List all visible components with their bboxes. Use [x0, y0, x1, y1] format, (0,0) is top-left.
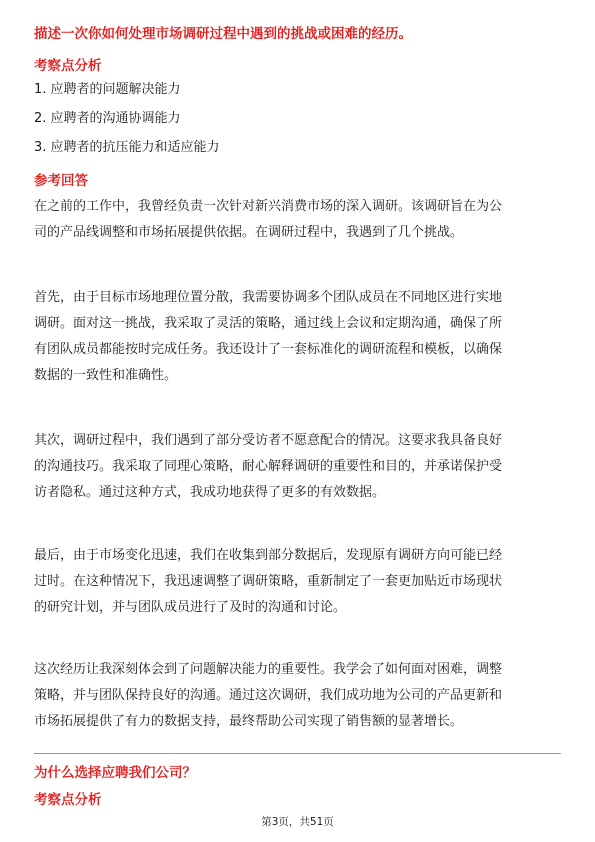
answer-paragraph-1 — [34, 194, 564, 246]
question-title: 描述一次你如何处理市场调研过程中遇到的挑战或困难的经历。 — [34, 26, 412, 42]
paragraph-line: 市场拓展提供了有力的数据支持，最终帮助公司实现了销售额的显著增长。 — [34, 714, 464, 729]
paragraph-line: 这次经历让我深刻体会到了问题解决能力的重要性。我学会了如何面对困难，调整 — [34, 662, 503, 677]
section-divider — [34, 753, 561, 754]
page-number-footer: 第3页，共51页 — [261, 816, 334, 828]
answer-paragraph-3 — [34, 428, 564, 506]
analysis-point-1: 1. 应聘者的问题解决能力 — [34, 82, 181, 97]
paragraph-line: 在之前的工作中，我曾经负责一次针对新兴消费市场的深入调研。该调研旨在为公 — [34, 199, 503, 214]
paragraph-line: 调研。面对这一挑战，我采取了灵活的策略，通过线上会议和定期沟通，确保了所 — [34, 316, 503, 331]
paragraph-line: 首先，由于目标市场地理位置分散，我需要协调多个团队成员在不同地区进行实地 — [34, 290, 503, 305]
analysis-point-3: 3. 应聘者的抗压能力和适应能力 — [34, 140, 220, 155]
answer-paragraph-2 — [34, 285, 564, 389]
paragraph-line: 的研究计划，并与团队成员进行了及时的沟通和讨论。 — [34, 600, 347, 615]
paragraph-line: 有团队成员都能按时完成任务。我还设计了一套标准化的调研流程和模板，以确保 — [34, 342, 503, 357]
analysis-heading: 考察点分析 — [34, 58, 102, 74]
paragraph-line: 司的产品线调整和市场拓展提供依据。在调研过程中，我遇到了几个挑战。 — [34, 225, 464, 240]
paragraph-line: 过时。在这种情况下，我迅速调整了调研策略，重新制定了一套更加贴近市场现状 — [34, 574, 503, 589]
paragraph-line: 访者隐私。通过这种方式，我成功地获得了更多的有效数据。 — [34, 485, 386, 500]
answer-paragraph-4 — [34, 543, 564, 621]
paragraph-line: 最后，由于市场变化迅速，我们在收集到部分数据后，发现原有调研方向可能已经 — [34, 548, 503, 563]
question-title-2: 为什么选择应聘我们公司？ — [34, 765, 196, 781]
paragraph-line: 的沟通技巧。我采取了同理心策略，耐心解释调研的重要性和目的，并承诺保护受 — [34, 459, 503, 474]
analysis-point-2: 2. 应聘者的沟通协调能力 — [34, 111, 181, 126]
answer-heading: 参考回答 — [34, 173, 88, 189]
paragraph-line: 数据的一致性和准确性。 — [34, 368, 178, 383]
answer-paragraph-5 — [34, 657, 564, 735]
analysis-heading-2: 考察点分析 — [34, 792, 102, 808]
paragraph-line: 其次，调研过程中，我们遇到了部分受访者不愿意配合的情况。这要求我具备良好 — [34, 433, 503, 448]
paragraph-line: 策略，并与团队保持良好的沟通。通过这次调研，我们成功地为公司的产品更新和 — [34, 688, 503, 703]
